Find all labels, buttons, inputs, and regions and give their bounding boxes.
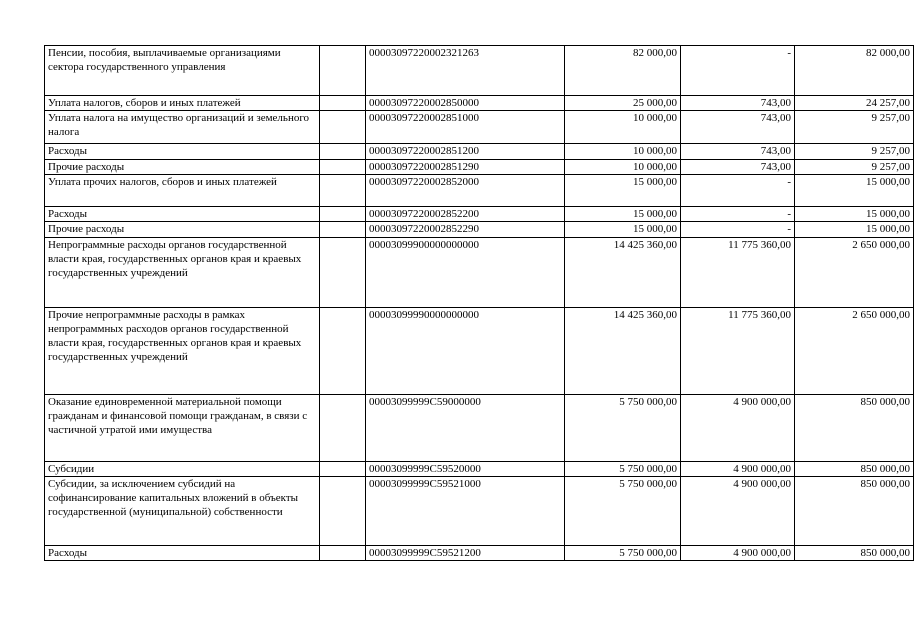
row-value-1: 10 000,00	[565, 160, 681, 175]
row-value-1: 82 000,00	[565, 46, 681, 96]
row-value-1: 15 000,00	[565, 207, 681, 222]
row-code: 00003097220002852200	[366, 207, 565, 222]
empty-cell	[320, 46, 366, 96]
row-code: 00003097220002852290	[366, 222, 565, 238]
row-value-2: 743,00	[681, 111, 795, 144]
row-code: 00003097220002321263	[366, 46, 565, 96]
row-value-1: 10 000,00	[565, 111, 681, 144]
row-code: 00003099900000000000	[366, 238, 565, 308]
row-value-1: 14 425 360,00	[565, 238, 681, 308]
table-row	[45, 144, 914, 160]
table-row	[45, 477, 914, 546]
row-value-2: 4 900 000,00	[681, 395, 795, 462]
table-row	[45, 207, 914, 222]
row-value-2: 4 900 000,00	[681, 477, 795, 546]
row-value-1: 5 750 000,00	[565, 477, 681, 546]
row-code: 00003099999С59520000	[366, 462, 565, 477]
empty-cell	[320, 395, 366, 462]
row-value-1: 5 750 000,00	[565, 462, 681, 477]
row-name: Прочие расходы	[45, 222, 320, 238]
row-code: 00003099999С59521000	[366, 477, 565, 546]
empty-cell	[320, 175, 366, 207]
row-value-3: 15 000,00	[795, 207, 914, 222]
row-value-1: 10 000,00	[565, 144, 681, 160]
row-value-2: -	[681, 207, 795, 222]
row-value-2: 743,00	[681, 144, 795, 160]
row-name: Прочие непрограммные расходы в рамках непрограммных расходов органов государственной власти края, государственных органов края и краевых государственных учреждений	[45, 308, 320, 395]
row-code: 00003097220002850000	[366, 96, 565, 111]
row-name: Оказание единовременной материальной помощи гражданам и финансовой помощи гражданам, в связи с частичной утратой ими имущества	[45, 395, 320, 462]
row-value-2: 11 775 360,00	[681, 308, 795, 395]
row-name: Уплата налогов, сборов и иных платежей	[45, 96, 320, 111]
table-row	[45, 175, 914, 207]
row-value-3: 850 000,00	[795, 477, 914, 546]
row-name: Уплата прочих налогов, сборов и иных платежей	[45, 175, 320, 207]
row-value-3: 9 257,00	[795, 111, 914, 144]
row-value-3: 15 000,00	[795, 175, 914, 207]
row-code: 00003099999С59000000	[366, 395, 565, 462]
row-name: Расходы	[45, 144, 320, 160]
row-value-1: 15 000,00	[565, 175, 681, 207]
row-value-3: 2 650 000,00	[795, 308, 914, 395]
row-name: Расходы	[45, 546, 320, 561]
row-value-3: 850 000,00	[795, 462, 914, 477]
empty-cell	[320, 462, 366, 477]
table-row	[45, 222, 914, 238]
row-value-1: 5 750 000,00	[565, 546, 681, 561]
row-value-1: 15 000,00	[565, 222, 681, 238]
table-row	[45, 308, 914, 395]
empty-cell	[320, 111, 366, 144]
row-value-2: 4 900 000,00	[681, 546, 795, 561]
row-code: 00003099990000000000	[366, 308, 565, 395]
empty-cell	[320, 160, 366, 175]
row-name: Уплата налога на имущество организаций и земельного налога	[45, 111, 320, 144]
row-name: Непрограммные расходы органов государственной власти края, государственных органов края и краевых государственных учреждений	[45, 238, 320, 308]
row-value-3: 9 257,00	[795, 160, 914, 175]
table-row	[45, 395, 914, 462]
table-row	[45, 462, 914, 477]
table-row	[45, 96, 914, 111]
row-code: 00003099999С59521200	[366, 546, 565, 561]
row-value-3: 24 257,00	[795, 96, 914, 111]
budget-table	[44, 45, 914, 561]
row-value-3: 15 000,00	[795, 222, 914, 238]
table-row	[45, 546, 914, 561]
row-name: Субсидии	[45, 462, 320, 477]
empty-cell	[320, 308, 366, 395]
row-value-2: 743,00	[681, 160, 795, 175]
row-value-3: 9 257,00	[795, 144, 914, 160]
budget-table-body	[45, 46, 914, 561]
row-value-2: 11 775 360,00	[681, 238, 795, 308]
row-value-2: -	[681, 222, 795, 238]
table-row	[45, 111, 914, 144]
empty-cell	[320, 477, 366, 546]
row-value-3: 82 000,00	[795, 46, 914, 96]
row-value-3: 850 000,00	[795, 546, 914, 561]
empty-cell	[320, 546, 366, 561]
row-code: 00003097220002851000	[366, 111, 565, 144]
row-code: 00003097220002851200	[366, 144, 565, 160]
table-row	[45, 46, 914, 96]
empty-cell	[320, 222, 366, 238]
empty-cell	[320, 96, 366, 111]
empty-cell	[320, 238, 366, 308]
empty-cell	[320, 207, 366, 222]
empty-cell	[320, 144, 366, 160]
row-code: 00003097220002851290	[366, 160, 565, 175]
row-value-2: -	[681, 175, 795, 207]
row-value-1: 5 750 000,00	[565, 395, 681, 462]
row-value-3: 2 650 000,00	[795, 238, 914, 308]
row-value-2: -	[681, 46, 795, 96]
row-name: Прочие расходы	[45, 160, 320, 175]
row-name: Расходы	[45, 207, 320, 222]
row-name: Пенсии, пособия, выплачиваемые организациями сектора государственного управления	[45, 46, 320, 96]
row-value-2: 743,00	[681, 96, 795, 111]
row-value-1: 14 425 360,00	[565, 308, 681, 395]
row-value-2: 4 900 000,00	[681, 462, 795, 477]
row-name: Субсидии, за исключением субсидий на софинансирование капитальных вложений в объекты государственной (муниципальной) собственности	[45, 477, 320, 546]
row-code: 00003097220002852000	[366, 175, 565, 207]
row-value-1: 25 000,00	[565, 96, 681, 111]
table-row	[45, 238, 914, 308]
table-row	[45, 160, 914, 175]
row-value-3: 850 000,00	[795, 395, 914, 462]
